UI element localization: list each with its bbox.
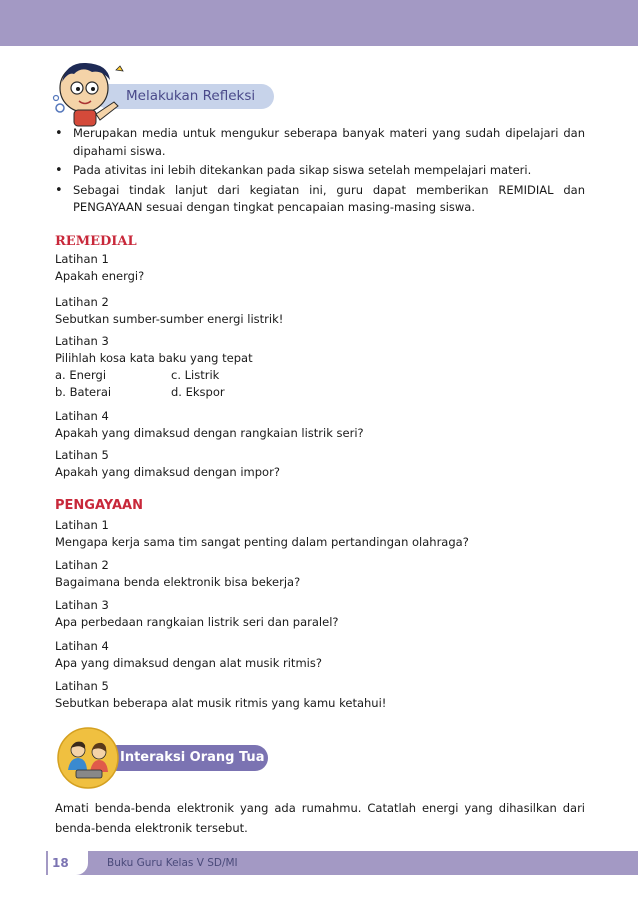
remedial-exercise-3: [55, 333, 595, 401]
family-illustration: [56, 726, 120, 790]
exercise-label: Latihan 3: [55, 598, 109, 612]
exercise-label: Latihan 4: [55, 409, 109, 423]
exercise-question: Apakah yang dimaksud dengan impor?: [55, 465, 280, 479]
interaksi-title: Interaksi Orang Tua: [120, 750, 265, 765]
exercise-label: Latihan 2: [55, 295, 109, 309]
pengayaan-exercise-1: [55, 517, 595, 551]
pengayaan-exercise-4: [55, 638, 595, 672]
option-item: b. Baterai: [55, 385, 112, 399]
exercise-label: Latihan 1: [55, 252, 109, 266]
page-number: 18: [52, 856, 69, 870]
exercise-question: Bagaimana benda elektronik bisa bekerja?: [55, 575, 301, 589]
exercise-question: Apa yang dimaksud dengan alat musik ritmis?: [55, 656, 322, 670]
exercise-label: Latihan 1: [55, 518, 109, 532]
exercise-label: Latihan 4: [55, 639, 109, 653]
pengayaan-exercise-3: [55, 597, 595, 631]
pengayaan-exercise-2: [55, 557, 595, 591]
option-item: a. Energi: [55, 368, 107, 382]
refleksi-title: Melakukan Refleksi: [126, 88, 256, 104]
pengayaan-exercise-5: [55, 678, 595, 712]
remedial-exercise-4: [55, 408, 595, 442]
refleksi-bullet-list: [55, 125, 585, 219]
options-row: [55, 367, 595, 384]
remedial-exercise-1: [55, 251, 595, 285]
interaksi-text: Amati benda-benda elektronik yang ada rumahmu. Catatlah energi yang dihasilkan dari benda-benda elektronik tersebut.: [55, 801, 585, 835]
exercise-question: Apakah yang dimaksud dengan rangkaian listrik seri?: [55, 426, 364, 440]
exercise-question: Apakah energi?: [55, 269, 145, 283]
exercise-label: Latihan 2: [55, 558, 109, 572]
exercise-question: Mengapa kerja sama tim sangat penting dalam pertandingan olahraga?: [55, 535, 469, 549]
exercise-question: Pilihlah kosa kata baku yang tepat: [55, 351, 253, 365]
exercise-label: Latihan 5: [55, 448, 109, 462]
bullet-item: • Merupakan media untuk mengukur seberapa banyak materi yang sudah dipelajari dan dipahami siswa.: [55, 125, 585, 160]
exercise-question: Sebutkan sumber-sumber energi listrik!: [55, 312, 284, 326]
boy-thinking-illustration: [52, 58, 132, 132]
option-item: d. Ekspor: [171, 385, 225, 399]
remedial-exercise-2: [55, 294, 595, 328]
pengayaan-title: PENGAYAAN: [55, 498, 143, 513]
exercise-question: Apa perbedaan rangkaian listrik seri dan paralel?: [55, 615, 339, 629]
remedial-exercise-5: [55, 447, 595, 481]
bullet-item: • Sebagai tindak lanjut dari kegiatan ini, guru dapat memberikan REMIDIAL dan PENGAYAAN sesuai dengan tingkat pencapaian masing-masing siswa.: [55, 182, 585, 217]
exercise-label: Latihan 3: [55, 334, 109, 348]
options-row: [55, 384, 595, 401]
option-item: c. Listrik: [171, 368, 220, 382]
footer-book-title: Buku Guru Kelas V SD/MI: [107, 857, 238, 869]
remedial-title: REMEDIAL: [55, 234, 137, 249]
exercise-label: Latihan 5: [55, 679, 109, 693]
bullet-item: • Pada ativitas ini lebih ditekankan pada sikap siswa setelah mempelajari materi.: [55, 162, 585, 180]
exercise-question: Sebutkan beberapa alat musik ritmis yang kamu ketahui!: [55, 696, 387, 710]
top-banner: [0, 0, 638, 46]
